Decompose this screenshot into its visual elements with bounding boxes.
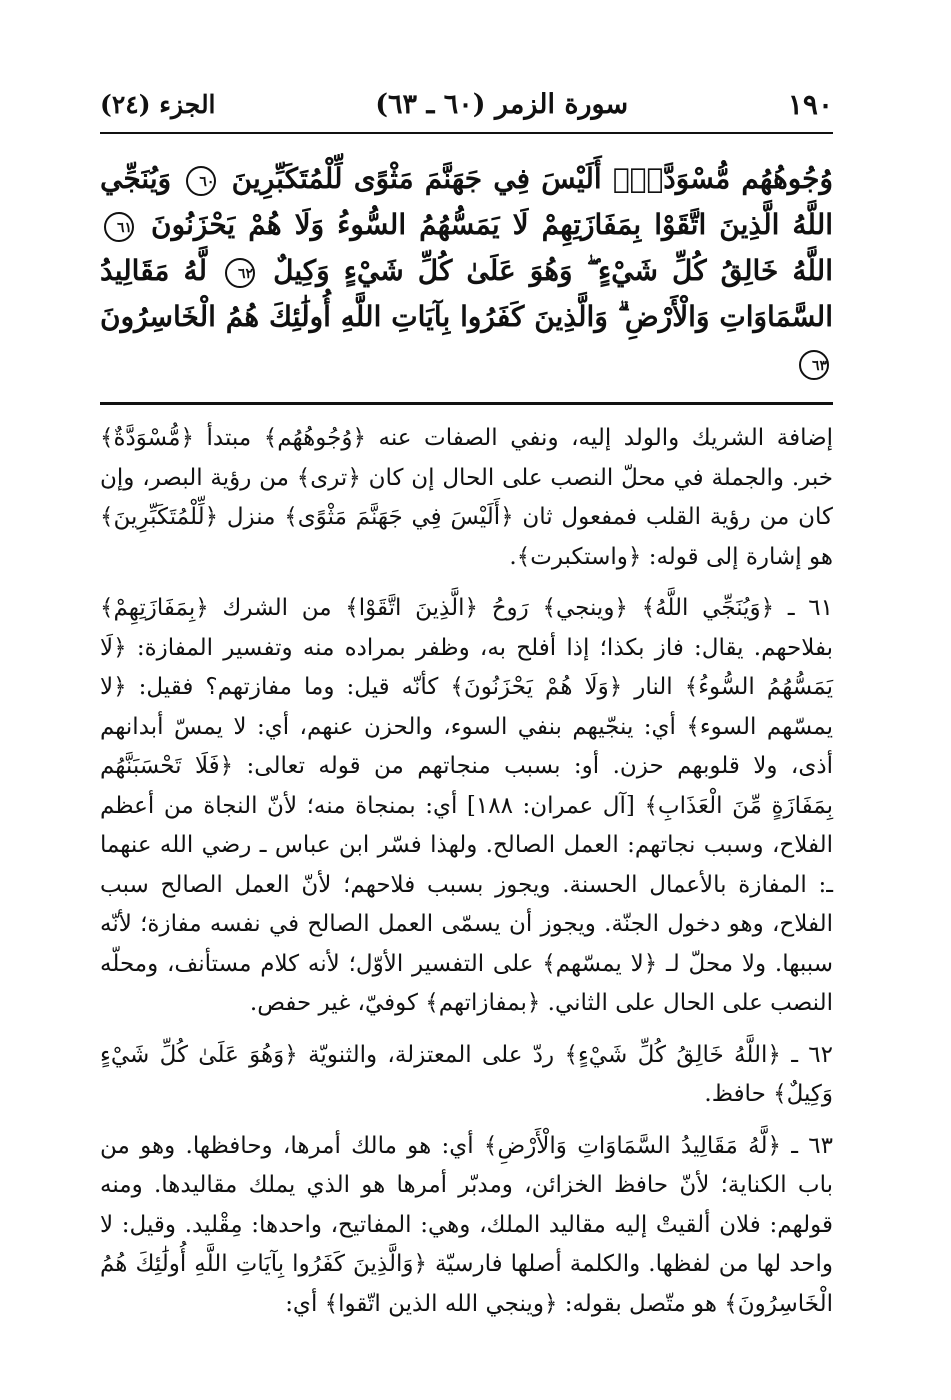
ayah-number-60: ٦٠ <box>186 166 216 196</box>
ayah-number-61: ٦١ <box>104 212 134 242</box>
section-divider <box>100 402 833 405</box>
commentary-paragraph-61: ٦١ ـ ﴿وَيُنَجِّي اللَّهُ﴾ ﴿وينجي﴾ رَوحُ ﴿الَّذِينَ اتَّقَوْا﴾ من الشرك ﴿بِمَفَازَتِهِمْ﴾ بفلاحهم. يقال: فاز بكذا؛ إذا أفلح به، وظفر بمراده منه وتفسير المفازة: ﴿لَا يَمَسُّهُمُ السُّوءُ﴾ النار ﴿وَلَا هُمْ يَحْزَنُونَ﴾ كأنّه قيل: وما مفازتهم؟ فقيل: ﴿لا يمسّهم السوء﴾ أي: ينجّيهم بنفي السوء، والحزن عنهم، أي: لا يمسّ أبدانهم أذى، ولا قلوبهم حزن. أو: بسبب منجاتهم من قوله تعالى: ﴿فَلَا تَحْسَبَنَّهُم بِمَفَازَةٍ مِّنَ الْعَذَابِ﴾ [آل عمران: ١٨٨] أي: بمنجاة منه؛ لأنّ النجاة من أعظم الفلاح، وسبب نجاتهم: العمل الصالح. ولهذا فسّر ابن عباس ـ رضي الله عنهما ـ: المفازة بالأعمال الحسنة. ويجوز بسبب فلاحهم؛ لأنّ العمل الصالح سبب الفلاح، وهو دخول الجنّة. ويجوز أن يسمّى العمل الصالح في نفسه مفازة؛ لأنّه سببها. ولا محلّ لـ ﴿لا يمسّهم﴾ على التفسير الأوّل؛ لأنه كلام مستأنف، ومحلّه النصب على الحال على الثاني. ﴿بمفازاتهم﴾ كوفيّ، غير حفص. <box>100 595 833 1016</box>
ayah-61-text: وَيُنَجِّي اللَّهُ الَّذِينَ اتَّقَوْا بِمَفَازَتِهِمْ لَا يَمَسُّهُمُ السُّوءُ وَلَا هُمْ يَحْزَنُونَ <box>100 162 834 241</box>
surah-title: سورة الزمر (٦٠ ـ ٦٣) <box>375 88 629 120</box>
ayah-number-62: ٦٢ <box>225 258 255 288</box>
quran-text-block <box>100 142 833 398</box>
page-header <box>100 82 833 134</box>
ayah-60-text: وُجُوهُهُم مُّسْوَدَّةٌۚ أَلَيْسَ فِي جَهَنَّمَ مَثْوًى لِّلْمُتَكَبِّرِينَ <box>231 162 834 195</box>
page-number: ١٩٠ <box>787 87 833 121</box>
commentary-block <box>100 419 833 1324</box>
ayah-62-text: اللَّهُ خَالِقُ كُلِّ شَيْءٍ ۖ وَهُوَ عَلَىٰ كُلِّ شَيْءٍ وَكِيلٌ <box>273 254 833 287</box>
commentary-paragraph-1: إضافة الشريك والولد إليه، ونفي الصفات عنه ﴿وُجُوهُهُم﴾ مبتدأ ﴿مُّسْوَدَّةٌ﴾ خبر. والجملة في محلّ النصب على الحال إن كان ﴿ترى﴾ من رؤية البصر، وإن كان من رؤية القلب فمفعول ثان ﴿أَلَيْسَ فِي جَهَنَّمَ مَثْوًى﴾ منزل ﴿لِّلْمُتَكَبِّرِينَ﴾ هو إشارة إلى قوله: ﴿واستكبرت﴾. <box>100 425 833 570</box>
ayah-number-63: ٦٣ <box>799 350 829 380</box>
commentary-paragraph-62: ٦٢ ـ ﴿اللَّهُ خَالِقُ كُلِّ شَيْءٍ﴾ ردّ على المعتزلة، والثنويّة ﴿وَهُوَ عَلَىٰ كُلِّ شَيْءٍ وَكِيلٌ﴾ حافظ. <box>100 1041 833 1107</box>
ayah-63-text: لَّهُ مَقَالِيدُ السَّمَاوَاتِ وَالْأَرْضِ ۗ وَالَّذِينَ كَفَرُوا بِآيَاتِ اللَّهِ أُولَٰئِكَ هُمُ الْخَاسِرُونَ <box>100 254 833 333</box>
commentary-paragraph-63: ٦٣ ـ ﴿لَّهُ مَقَالِيدُ السَّمَاوَاتِ وَالْأَرْضِ﴾ أي: هو مالك أمرها، وحافظها. وهو من باب الكناية؛ لأنّ حافظ الخزائن، ومدبّر أمرها هو الذي يملك مقاليدها. ومنه قولهم: فلان ألقيتْ إليه مقاليد الملك، وهي: المفاتيح، واحدها: مِقْليد. وقيل: لا واحد لها من لفظها. والكلمة أصلها فارسيّة ﴿وَالَّذِينَ كَفَرُوا بِآيَاتِ اللَّهِ أُولَٰئِكَ هُمُ الْخَاسِرُونَ﴾ هو متّصل بقوله: ﴿وينجي الله الذين اتّقوا﴾ أي: <box>100 1132 833 1317</box>
juz-label: الجزء (٢٤) <box>100 89 216 119</box>
